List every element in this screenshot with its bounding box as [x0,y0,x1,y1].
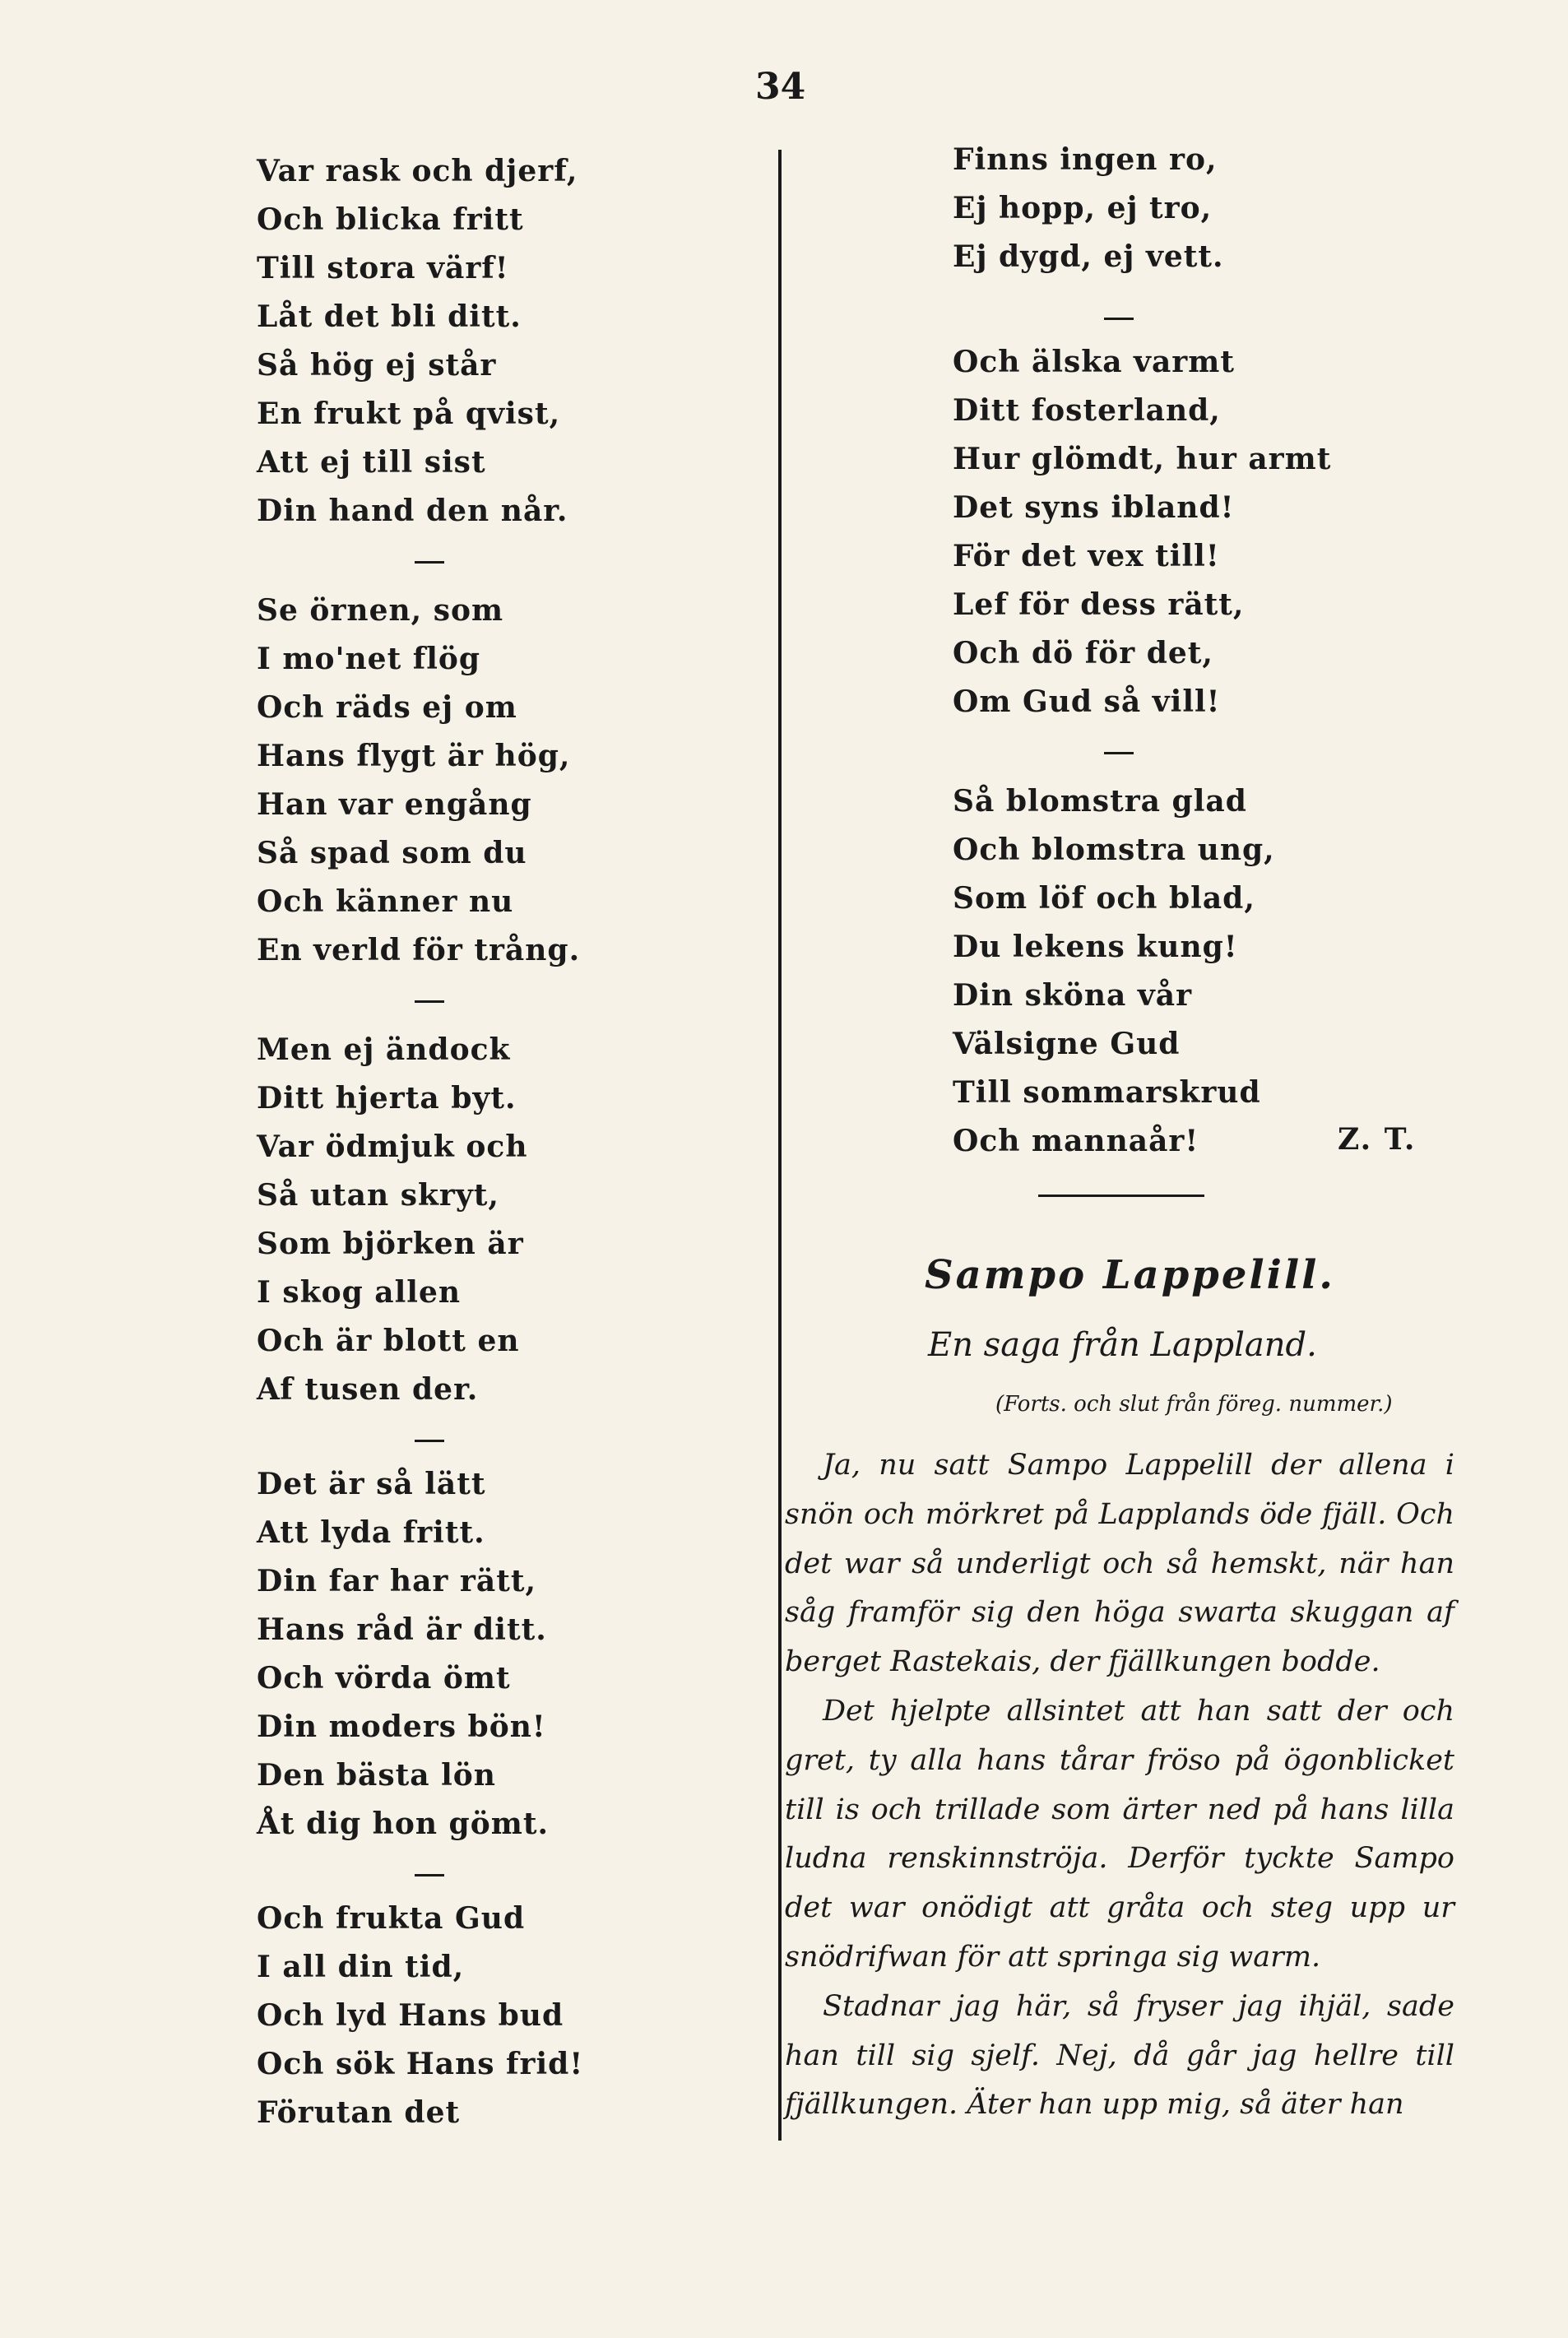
paragraph: Stadnar jag här, så fryser jag ihjäl, sade han till sig sjelf. Nej, då går jag hellre till fjällkungen. Äter han upp mig, så äter han [785,1989,1454,2122]
stanza-dash [1104,318,1134,320]
verse-line: Så hög ej står [257,348,497,383]
verse-line: Hur glömdt, hur armt [953,442,1332,476]
story-title: Sampo Lappelill. [925,1252,1336,1298]
verse-line: Att ej till sist [257,445,486,480]
verse-line: Det är så lätt [257,1467,486,1501]
verse-line: Din hand den når. [257,494,568,528]
verse-line: Lef för dess rätt, [953,587,1245,622]
verse-line: En frukt på qvist, [257,397,561,431]
page-number: 34 [755,66,806,108]
story-subtitle: En saga från Lappland. [928,1326,1317,1364]
section-rule [1038,1195,1204,1197]
stanza-dash [1104,752,1134,754]
verse-line: Och känner nu [257,884,514,919]
column-divider [778,150,782,2141]
verse-line: Af tusen der. [257,1372,479,1407]
verse-line: Var ödmjuk och [257,1130,528,1164]
verse-line: Hans råd är ditt. [257,1612,547,1647]
verse-line: Ditt hjerta byt. [257,1081,517,1116]
verse-line: I mo'net flög [257,642,481,676]
verse-line: För det vex till! [953,539,1220,573]
verse-line: Så utan skryt, [257,1178,499,1213]
verse-line: Så blomstra glad [953,784,1247,819]
verse-line: Det syns ibland! [953,490,1235,525]
verse-line: Att lyda fritt. [257,1515,485,1550]
verse-line: Och räds ej om [257,690,517,725]
verse-line: Han var engång [257,787,532,822]
verse-line: Och dö för det, [953,636,1213,670]
verse-line: En verld för trång. [257,933,581,967]
verse-line: Se örnen, som [257,593,504,628]
verse-line: Låt det bli ditt. [257,299,522,334]
verse-line: Din far har rätt, [257,1564,536,1598]
stanza-dash [415,1000,444,1003]
verse-line: Ej dygd, ej vett. [953,239,1224,274]
verse-line: Förutan det [257,2095,461,2130]
paragraph: Ja, nu satt Sampo Lappelill der allena i snön och mörkret på Lapplands öde fjäll. Och det war så underligt och så hemskt, när han såg framför sig den höga swarta skuggan af berget Rastekais, der fjällkungen bodde. [785,1449,1454,1679]
stanza-dash [415,561,444,564]
verse-line: Var rask och djerf, [257,154,578,188]
verse-line: Till sommarskrud [953,1075,1261,1110]
verse-line: Och älska varmt [953,345,1235,379]
verse-line: Finns ingen ro, [953,142,1218,177]
verse-line: Och lyd Hans bud [257,1998,564,2033]
verse-line: Och är blott en [257,1324,520,1358]
verse-line: Och sök Hans frid! [257,2047,584,2081]
verse-line: I all din tid, [257,1950,465,1984]
paragraph: Det hjelpte allsintet att han satt der och gret, ty alla hans tårar fröso på ögonblicket till is och trillade som ärter ned på hans lilla ludna renskinnströja. Derför tyckte Sampo det war onödigt att gråta och steg upp ur snödrifwan för att springa sig warm. [785,1694,1454,1974]
verse-line: Din sköna vår [953,978,1193,1013]
verse-line: Om Gud så vill! [953,684,1221,719]
verse-line: Så spad som du [257,836,527,870]
continuation-note: (Forts. och slut från föreg. nummer.) [995,1392,1393,1417]
verse-line: Välsigne Gud [953,1027,1181,1061]
signature: Z. T. [1338,1122,1417,1157]
verse-line: Din moders bön! [257,1709,546,1744]
verse-line: I skog allen [257,1275,462,1310]
verse-line: Och frukta Gud [257,1901,526,1936]
stanza-dash [415,1440,444,1442]
verse-line: Och blomstra ung, [953,833,1275,867]
verse-line: Men ej ändock [257,1032,511,1067]
verse-line: Åt dig hon gömt. [257,1807,549,1841]
stanza-dash [415,1874,444,1876]
verse-line: Ditt fosterland, [953,393,1221,428]
verse-line: Den bästa lön [257,1758,496,1793]
verse-line: Och mannaår! [953,1124,1199,1158]
verse-line: Och vörda ömt [257,1661,511,1696]
verse-line: Som löf och blad, [953,881,1255,916]
verse-line: Till stora värf! [257,251,509,285]
verse-line: Som björken är [257,1227,524,1261]
verse-line: Och blicka fritt [257,202,524,237]
verse-line: Hans flygt är hög, [257,739,571,773]
verse-line: Du lekens kung! [953,930,1238,964]
story-text [785,1441,1454,2130]
verse-line: Ej hopp, ej tro, [953,191,1213,225]
